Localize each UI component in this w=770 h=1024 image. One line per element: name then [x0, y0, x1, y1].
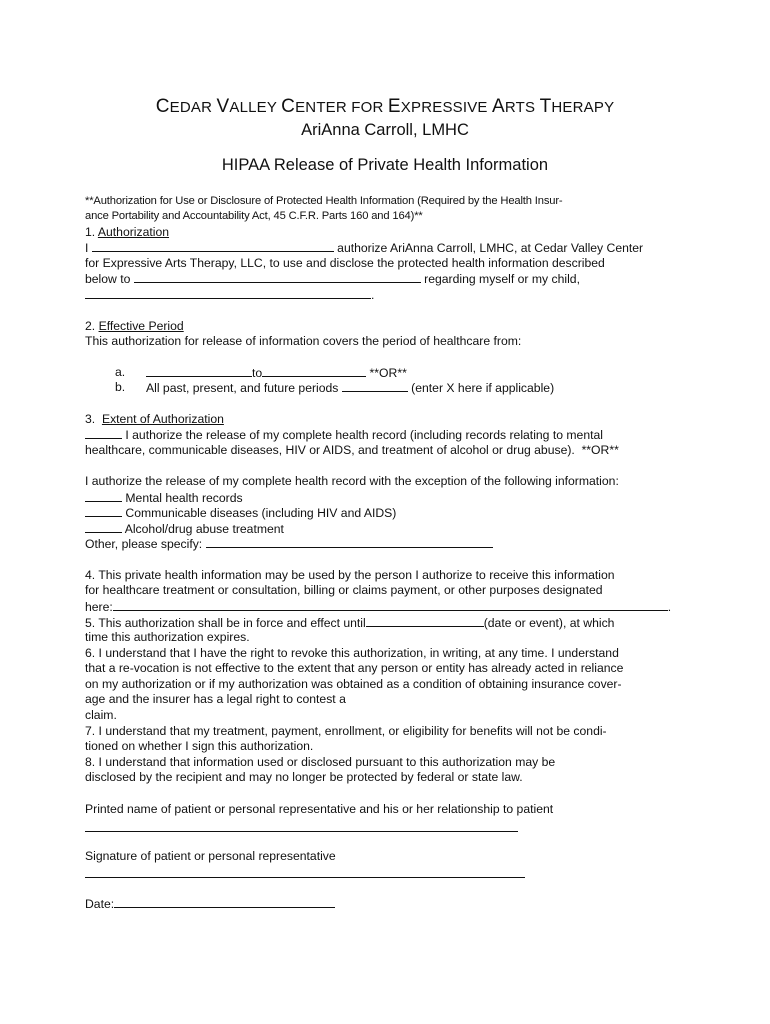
communicable-disease-field[interactable]	[85, 505, 122, 517]
other-specify-line: Other, please specify:	[85, 536, 493, 552]
option-a-line: to **OR**	[146, 365, 407, 381]
other-specify-field[interactable]	[206, 536, 493, 548]
exception-item: Alcohol/drug abuse treatment	[85, 521, 284, 537]
section-4-line-3: here: .	[85, 600, 672, 614]
subject-field[interactable]	[85, 287, 371, 299]
intro-line-2: ance Portability and Accountability Act, 45 C.F.R. Parts 160 and 164)**	[85, 210, 423, 222]
section-6-line-2: that a re-vocation is not effective to the extent that any person or entity has already acted in reliance	[85, 661, 624, 675]
section-5-line-2: time this authorization expires.	[85, 630, 250, 644]
section-8-line-2: disclosed by the recipient and may no longer be protected by federal or state law.	[85, 770, 523, 784]
expiration-field[interactable]	[366, 615, 484, 627]
section-1-line-1: I authorize AriAnna Carroll, LMHC, at Cedar Valley Center	[85, 241, 644, 255]
authorizer-name-field[interactable]	[92, 240, 334, 252]
exception-item: Communicable diseases (including HIV and AIDS)	[85, 505, 396, 521]
date-field[interactable]	[114, 896, 335, 908]
option-b-line: All past, present, and future periods (enter X here if applicable)	[146, 381, 555, 395]
mental-health-field[interactable]	[85, 490, 122, 502]
section-6-line-1: 6. I understand that I have the right to revoke this authorization, in writing, at any time. I understand	[85, 646, 619, 660]
intro-line-1: **Authorization for Use or Disclosure of Protected Health Information (Required by the Health Insur-	[85, 195, 563, 207]
end-date-field[interactable]	[262, 365, 366, 377]
section-1-line-3: below to regarding myself or my child,	[85, 272, 580, 286]
section-8-line-1: 8. I understand that information used or disclosed pursuant to this authorization may be	[85, 755, 556, 769]
section-6-line-3: on my authorization or if my authorization was obtained as a condition of obtaining insurance cover-	[85, 677, 622, 691]
section-1-heading: 1. Authorization	[85, 225, 170, 239]
recipient-field[interactable]	[134, 271, 421, 283]
all-periods-field[interactable]	[342, 380, 408, 392]
printed-name-field[interactable]	[85, 831, 518, 832]
signature-label: Signature of patient or personal representative	[85, 849, 336, 863]
section-7-line-1: 7. I understand that my treatment, payment, enrollment, or eligibility for benefits will not be condi-	[85, 724, 607, 738]
section-4-line-2: for healthcare treatment or consultation, billing or claims payment, or other purposes designated	[85, 583, 603, 597]
option-b-label: b.	[115, 380, 126, 394]
signature-field[interactable]	[85, 877, 525, 878]
section-4-line-1: 4. This private health information may be used by the person I authorize to receive this information	[85, 568, 615, 582]
exception-line: I authorize the release of my complete health record with the exception of the following information:	[85, 474, 619, 488]
section-2-desc: This authorization for release of information covers the period of healthcare from:	[85, 334, 522, 348]
alcohol-drug-field[interactable]	[85, 521, 122, 533]
exception-item: Mental health records	[85, 490, 243, 506]
section-6-line-4: age and the insurer has a legal right to contest a	[85, 692, 346, 706]
section-6-line-5: claim.	[85, 708, 117, 722]
full-record-line-2: healthcare, communicable diseases, HIV or AIDS, and treatment of alcohol or drug abuse). **OR**	[85, 443, 619, 457]
form-title: HIPAA Release of Private Health Information	[221, 156, 549, 174]
date-line: Date:	[85, 896, 335, 912]
section-7-line-2: tioned on whether I sign this authorization.	[85, 739, 314, 753]
organization-name: CEDAR VALLEY CENTER FOR EXPRESSIVE ARTS THERAPY	[155, 96, 615, 117]
section-5-line-1: 5. This authorization shall be in force and effect until (date or event), at which	[85, 616, 615, 630]
section-3-heading: 3. Extent of Authorization	[85, 412, 224, 426]
section-2-heading: 2. Effective Period	[85, 319, 184, 333]
section-1-line-4: .	[85, 287, 374, 303]
full-record-field[interactable]	[85, 427, 122, 439]
option-a-label: a.	[115, 365, 126, 379]
section-1-line-2: for Expressive Arts Therapy, LLC, to use and disclose the protected health information described	[85, 256, 605, 270]
printed-name-label: Printed name of patient or personal representative and his or her relationship to patient	[85, 802, 554, 816]
full-record-line-1: I authorize the release of my complete health record (including records relating to mental	[85, 427, 603, 443]
purpose-field[interactable]	[113, 599, 668, 611]
start-date-field[interactable]	[146, 365, 252, 377]
practitioner-name: AriAnna Carroll, LMHC	[301, 121, 469, 139]
